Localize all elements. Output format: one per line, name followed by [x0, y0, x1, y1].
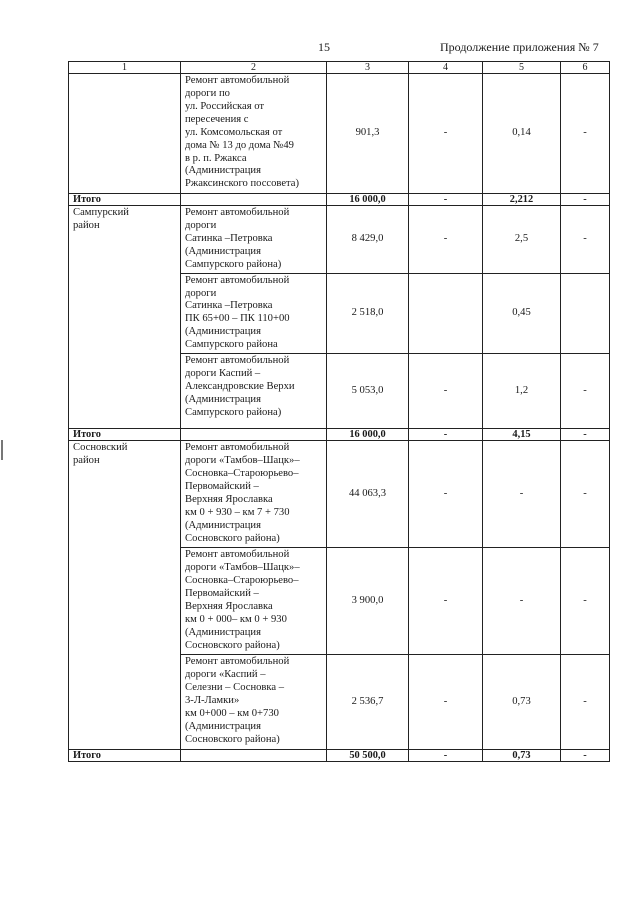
total-length: 2,212	[483, 194, 561, 206]
total-row	[69, 429, 610, 441]
col4-cell: -	[409, 441, 483, 548]
column-header-1: 1	[69, 62, 181, 74]
length-cell: 2,5	[483, 206, 561, 274]
total-col6: -	[561, 429, 610, 441]
column-header-4: 4	[409, 62, 483, 74]
amount-cell: 901,3	[327, 74, 409, 194]
column-header-6: 6	[561, 62, 610, 74]
total-amount: 16 000,0	[327, 194, 409, 206]
table-row	[69, 441, 610, 548]
empty-cell	[181, 194, 327, 206]
page-number: 15	[318, 40, 330, 54]
amount-cell: 2 518,0	[327, 273, 409, 354]
road-description: Ремонт автомобильной дороги по ул. Российская от пересечения с ул. Комсомольская от дома № 13 до дома №49 в р. п. Ржакса (Администрация Ржаксинского поссовета)	[181, 74, 327, 194]
amount-cell: 5 053,0	[327, 354, 409, 429]
total-col6: -	[561, 194, 610, 206]
col4-cell	[409, 273, 483, 354]
col4-cell: -	[409, 548, 483, 655]
total-amount: 50 500,0	[327, 750, 409, 762]
col6-cell: -	[561, 74, 610, 194]
empty-cell	[181, 750, 327, 762]
total-amount: 16 000,0	[327, 429, 409, 441]
length-cell: 0,14	[483, 74, 561, 194]
col4-cell: -	[409, 354, 483, 429]
column-header-3: 3	[327, 62, 409, 74]
column-header-5: 5	[483, 62, 561, 74]
road-description: Ремонт автомобильной дороги Сатинка –Петровка (Администрация Сампурского района)	[181, 206, 327, 274]
road-description: Ремонт автомобильной дороги Каспий – Александровские Верхи (Администрация Сампурского района)	[181, 354, 327, 429]
total-col4: -	[409, 750, 483, 762]
total-label: Итого	[69, 194, 181, 206]
margin-mark	[1, 440, 3, 460]
total-row	[69, 750, 610, 762]
total-label: Итого	[69, 750, 181, 762]
length-cell: 0,73	[483, 655, 561, 750]
col6-cell	[561, 273, 610, 354]
length-cell: -	[483, 548, 561, 655]
amount-cell: 44 063,3	[327, 441, 409, 548]
roads-repair-table	[68, 61, 610, 762]
col4-cell: -	[409, 74, 483, 194]
length-cell: 0,45	[483, 273, 561, 354]
table-row	[69, 206, 610, 274]
length-cell: -	[483, 441, 561, 548]
column-header-2: 2	[181, 62, 327, 74]
total-length: 0,73	[483, 750, 561, 762]
appendix-continuation-note: Продолжение приложения № 7	[440, 40, 599, 54]
total-col6: -	[561, 750, 610, 762]
col6-cell: -	[561, 206, 610, 274]
road-description: Ремонт автомобильной дороги «Тамбов–Шацк»– Сосновка–Староюрьево– Первомайский – Верхняя Ярославка км 0 + 000– км 0 + 930 (Администрация Сосновского района)	[181, 548, 327, 655]
col6-cell: -	[561, 655, 610, 750]
region-cell	[69, 74, 181, 194]
col6-cell: -	[561, 441, 610, 548]
total-label: Итого	[69, 429, 181, 441]
col6-cell: -	[561, 354, 610, 429]
amount-cell: 3 900,0	[327, 548, 409, 655]
table-row	[69, 74, 610, 194]
total-row	[69, 194, 610, 206]
road-description: Ремонт автомобильной дороги Сатинка –Петровка ПК 65+00 – ПК 110+00 (Администрация Сампурского района	[181, 273, 327, 354]
amount-cell: 2 536,7	[327, 655, 409, 750]
region-cell-sampur: Сампурский район	[69, 206, 181, 429]
total-col4: -	[409, 429, 483, 441]
total-col4: -	[409, 194, 483, 206]
col6-cell: -	[561, 548, 610, 655]
length-cell: 1,2	[483, 354, 561, 429]
col4-cell: -	[409, 206, 483, 274]
total-length: 4,15	[483, 429, 561, 441]
empty-cell	[181, 429, 327, 441]
road-description: Ремонт автомобильной дороги «Каспий – Селезни – Сосновка – 3-Л-Ламки» км 0+000 – км 0+730 (Администрация Сосновского района)	[181, 655, 327, 750]
region-cell-sosnovka: Сосновский район	[69, 441, 181, 750]
amount-cell: 8 429,0	[327, 206, 409, 274]
column-number-row	[69, 62, 610, 74]
col4-cell: -	[409, 655, 483, 750]
road-description: Ремонт автомобильной дороги «Тамбов–Шацк»– Сосновка–Староюрьево– Первомайский – Верхняя Ярославка км 0 + 930 – км 7 + 730 (Администрация Сосновского района)	[181, 441, 327, 548]
